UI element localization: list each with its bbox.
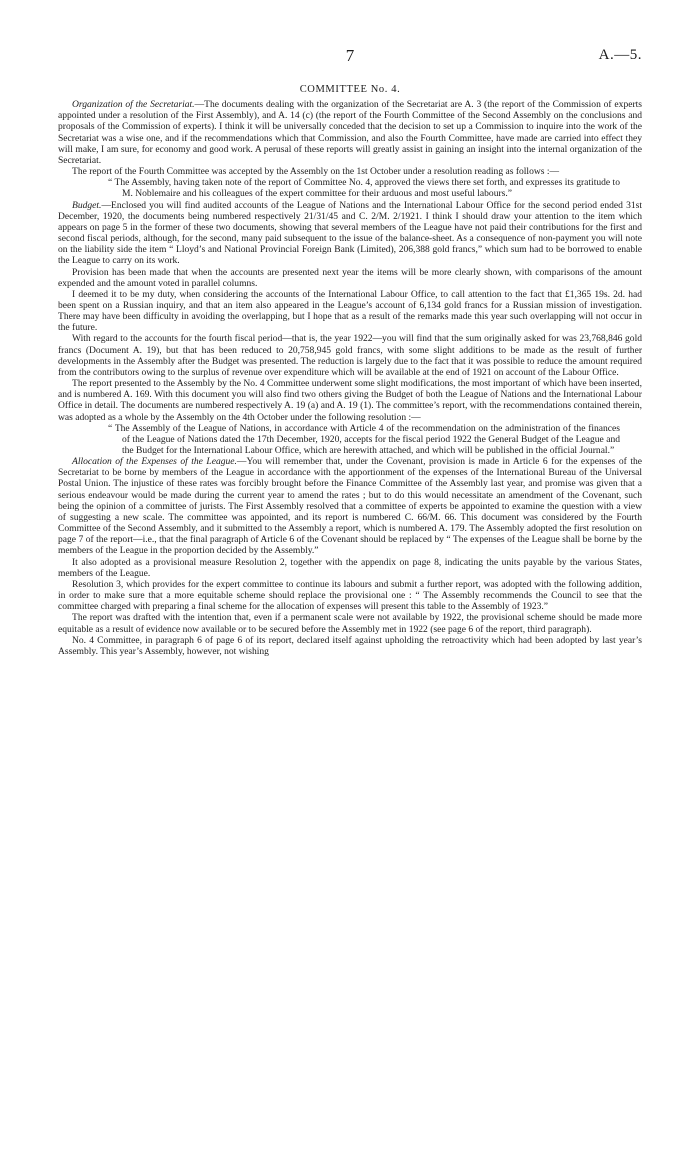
paragraph-organization xyxy=(58,99,642,166)
paragraph-text: —Enclosed you will find audited accounts of the League of Nations and the International Labour Office for the second period ended 31st December, 1920, the documents being numbered respectively 21/31/45 and C. 2/M. 2/1921. I think I should draw your attention to the item which appears on page 5 in the former of these two documents, showing that several members of the League have not paid their contributions for the first and second fiscal periods, although, for the second, many paid subsequent to the issue of the balance-sheet. As a consequence of non-payment you will note on the liability side the item “ Lloyd’s and National Provincial Foreign Bank (Limited), 206,388 gold francs,” which sum had to be borrowed to enable the League to carry on its work. xyxy=(58,199,642,267)
paragraph-allocation xyxy=(58,456,642,556)
section-heading: COMMITTEE No. 4. xyxy=(299,84,401,95)
page-number: 7 xyxy=(345,46,355,65)
paragraph: The report of the Fourth Committee was accepted by the Assembly on the 1st October under a resolution reading as follows :— xyxy=(72,166,560,178)
paragraph: It also adopted as a provisional measure Resolution 2, together with the appendix on page 8, indicating the units payable by the various States, members of the League. xyxy=(58,556,642,579)
paragraph: No. 4 Committee, in paragraph 6 of page 6 of its report, declared itself against upholding the retroactivity which had been adopted by last year’s Assembly. This year’s Assembly, however, not wishing xyxy=(58,634,642,657)
paragraph-text: —You will remember that, under the Covenant, provision is made in Article 6 for the expenses of the Secretariat to be borne by members of the League in accordance with the apportionment of the expenses of the International Bureau of the Universal Postal Union. The injustice of these rates was forcibly brought before the Finance Committee of the Assembly last year, and promise was given that a serious endeavour would be made during the current year to amend the rates ; but to do this would necessitate an amendment of the Covenant, such being the opinion of a committee of jurists. The First Assembly resolved that a committee of experts be appointed to examine the question with a view of suggesting a new scale. The committee was appointed, and its report is numbered C. 66/M. 66. This document was considered by the Fourth Committee of the Second Assembly, and it submitted to the Assembly a report, which is numbered A. 179. The Assembly adopted the first resolution on page 7 of the report—i.e., that the final paragraph of Article 6 of the Covenant should be replaced by “ The expenses of the League shall be borne by the members of the League in the proportion decided by the Assembly.” xyxy=(58,456,642,557)
paragraph: I deemed it to be my duty, when considering the accounts of the International Labour Office, to call attention to the fact that £1,365 19s. 2d. had been spent on a Russian inquiry, and that an item also appeared in the League’s account of 6,134 gold francs for a Russian mission of investigation. There may have been difficulty in avoiding the overlapping, but I hope that as a result of the remarks made this year such overlapping will not occur in the future. xyxy=(58,288,642,334)
paragraph: The report was drafted with the intention that, even if a permanent scale were not available by 1922, the provisional scheme should be made more equitable as a result of evidence now available or to be secured before the Assembly met in 1922 (see page 6 of the report, third paragraph). xyxy=(58,612,642,635)
quoted-resolution: “ The Assembly, having taken note of the report of Committee No. 4, approved the views there set forth, and expresses its gratitude to M. Noblemaire and his colleagues of the expert committee for their arduous and most useful labours.” xyxy=(108,177,620,200)
paragraph: With regard to the accounts for the fourth fiscal period—that is, the year 1922—you will find that the sum originally asked for was 23,768,846 gold francs (Document A. 19), but that has been reduced to 20,758,945 gold francs, with some slight additions to be made as the result of further developments in the Assembly after the Budget was presented. The reduction is largely due to the fact that it was possible to reduce the amount required from the contributors owing to the surplus of revenue over expenditure which will be available at the end of 1921 on account of the Labour Office. xyxy=(58,333,642,378)
paragraph: The report presented to the Assembly by the No. 4 Committee underwent some slight modifications, the most important of which have been inserted, and is numbered A. 169. With this document you will also find two others giving the Budget of both the League of Nations and the International Labour Office in detail. The documents are numbered respectively A. 19 (a) and A. 19 (1). The committee’s report, with the recommendations contained therein, was adopted as a whole by the Assembly on the 4th October under the following resolution :— xyxy=(58,378,642,423)
paragraph-lead: Budget. xyxy=(72,199,102,211)
document-body xyxy=(58,84,642,657)
page-header xyxy=(58,46,642,72)
paragraph-lead: Organization of the Secretariat. xyxy=(72,99,195,111)
paragraph-lead: Allocation of the Expenses of the League. xyxy=(72,456,237,468)
document-reference: A.—5. xyxy=(598,47,642,63)
paragraph-budget xyxy=(58,200,642,267)
paragraph: Provision has been made that when the accounts are presented next year the items will be more clearly shown, with comparisons of the amount expended and the amount voted in parallel columns. xyxy=(58,266,642,289)
paragraph: Resolution 3, which provides for the expert committee to continue its labours and submit a further report, was adopted with the following addition, in order to make sure that a more equitable scheme should replace the provisional one : “ The Assembly recommends the Council to see that the committee charged with preparing a final scheme for the allocation of expenses will present this table to the Assembly of 1923.” xyxy=(58,578,642,613)
quoted-resolution: “ The Assembly of the League of Nations, in accordance with Article 4 of the recommendation on the administration of the finances of the League of Nations dated the 17th December, 1920, accepts for the fiscal period 1922 the General Budget of the League and the Budget for the International Labour Office, which are herewith attached, and which will be published in the official Journal.” xyxy=(108,422,620,456)
paragraph-text: —The documents dealing with the organization of the Secretariat are A. 3 (the report of the Commission of experts appointed under a resolution of the First Assembly), and A. 14 (c) (the report of the Fourth Committee of the Second Assembly on the conclusions and proposals of the Commission of experts). I think it will be universally conceded that the decision to set up a Commission to inquire into the work of the Secretariat was a wise one, and if the recommendations which that Commission, and also the Fourth Committee, have made are carried into effect they will make, I am sure, for economy and good work. A perusal of these reports will greatly assist in gaining an insight into the internal organization of the Secretariat. xyxy=(58,99,642,166)
